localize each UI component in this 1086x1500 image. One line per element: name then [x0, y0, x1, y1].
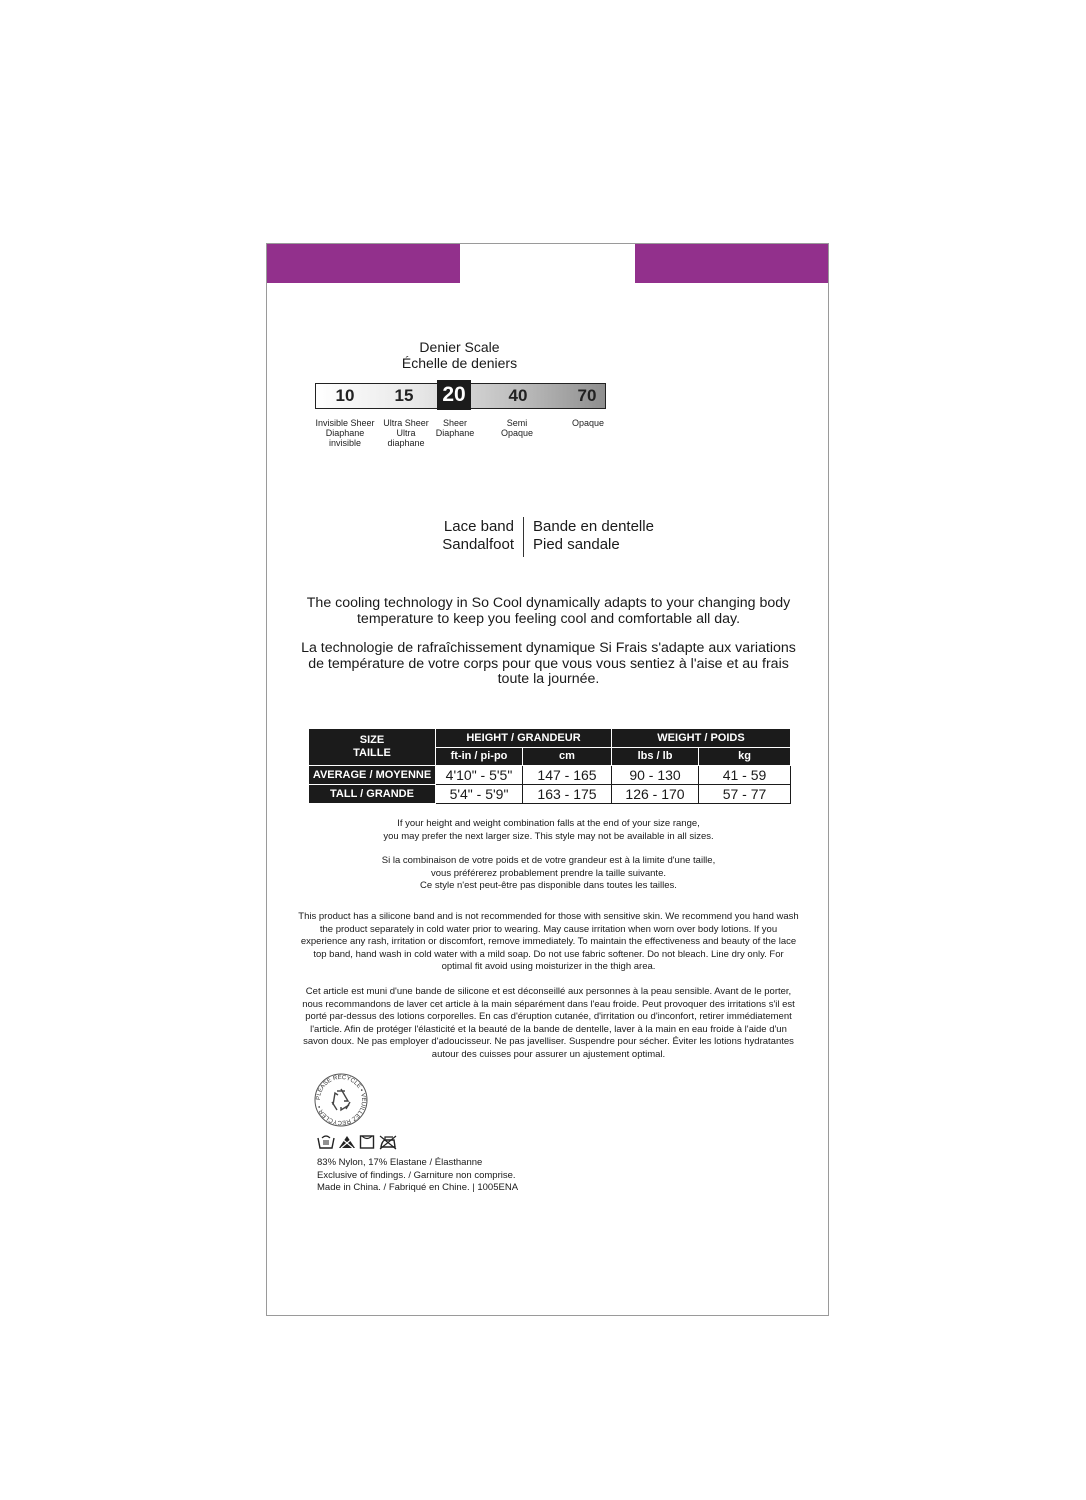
- fiber-line: Made in China. / Fabriqué en Chine. | 1005ENA: [317, 1182, 519, 1193]
- cell-lbs: 126 - 170: [612, 785, 699, 804]
- do-not-iron-icon: [378, 1134, 398, 1150]
- denier-value-20-active: 20: [437, 380, 471, 410]
- denier-label-line: Diaphane: [435, 428, 475, 438]
- hand-wash-icon: [317, 1134, 335, 1150]
- size-average: AVERAGE / MOYENNE: [309, 766, 436, 785]
- subheader-ftin: ft-in / pi-po: [436, 748, 523, 766]
- purple-tab-left: [267, 244, 460, 283]
- description-fr: La technologie de rafraîchissement dynamique Si Frais s'adapte aux variations de température de votre corps pour que vous vous sentiez à l'aise et au frais toute la journée.: [301, 640, 796, 687]
- size-header-en: SIZE: [359, 734, 385, 746]
- line-dry-icon: [359, 1134, 375, 1150]
- subheader-cm: cm: [523, 748, 612, 766]
- denier-label-invisible-sheer: [311, 418, 379, 448]
- denier-label-line: invisible: [328, 438, 361, 448]
- do-not-bleach-icon: [338, 1134, 356, 1150]
- subheader-kg: kg: [699, 748, 791, 766]
- size-chart-table: [308, 728, 791, 804]
- cell-cm: 163 - 175: [523, 785, 612, 804]
- fit-note-line: you may prefer the next larger size. This style may not be available in all sizes.: [383, 830, 714, 842]
- feature-sandalfoot-en: Sandalfoot: [442, 536, 514, 553]
- denier-value-15: 15: [394, 386, 414, 405]
- fit-note-line: vous préférerez probablement prendre la taille suivante.: [431, 867, 666, 879]
- cell-kg: 57 - 77: [699, 785, 791, 804]
- denier-label-line: Opaque: [500, 428, 534, 438]
- denier-scale-bar: [315, 383, 606, 409]
- denier-label-sheer: [430, 418, 480, 438]
- table-row: [309, 766, 791, 785]
- denier-title-fr: Échelle de deniers: [401, 355, 518, 371]
- features-en: [407, 518, 514, 554]
- fiber-line: Exclusive of findings. / Garniture non comprise.: [317, 1169, 516, 1181]
- denier-label-line: Ultra: [396, 428, 416, 438]
- features-divider: [523, 517, 524, 557]
- fiber-content: [317, 1157, 518, 1195]
- denier-value-40: 40: [508, 386, 528, 405]
- svg-text:PLEASE RECYCLE • VEUILLEZ RECY: [316, 1075, 366, 1125]
- cell-ftin: 4'10" - 5'5": [436, 766, 523, 785]
- denier-value-10: 10: [335, 386, 355, 405]
- denier-label-line: Sheer: [442, 418, 468, 428]
- denier-label-line: Diaphane: [325, 428, 365, 438]
- recycle-icon: [313, 1072, 369, 1128]
- purple-tab-right: [635, 244, 828, 283]
- package-back-panel: [266, 243, 829, 1316]
- fit-note-line: If your height and weight combination falls at the end of your size range,: [397, 818, 700, 829]
- denier-label-line: diaphane: [387, 438, 425, 448]
- cell-lbs: 90 - 130: [612, 766, 699, 785]
- table-row: [309, 785, 791, 804]
- denier-value-70: 70: [577, 386, 597, 405]
- features-fr: [533, 518, 703, 554]
- care-symbols: [317, 1133, 398, 1151]
- denier-label-ultra-sheer: [380, 418, 432, 448]
- denier-label-opaque: [563, 418, 613, 428]
- fit-note-fr: [297, 855, 800, 893]
- denier-scale-title: [387, 339, 532, 371]
- fit-note-line: Si la combinaison de votre poids et de votre grandeur est à la limite d'une taille,: [381, 855, 716, 866]
- denier-label-line: Opaque: [571, 418, 605, 428]
- size-header-fr: TAILLE: [353, 747, 391, 759]
- fiber-line: 83% Nylon, 17% Elastane / Élasthanne: [317, 1157, 483, 1168]
- denier-title-en: Denier Scale: [419, 339, 500, 355]
- feature-sandalfoot-fr: Pied sandale: [533, 536, 620, 553]
- care-text-fr: Cet article est muni d'une bande de silicone et est déconseillé aux personnes à la peau sensible. Avant de le porter, nous recommandons de laver cet article à la main séparément dans l'eau froide. Peut provoquer des irritations s'il est porté par-dessus des lotions corporelles. En cas d'éruption cutanée, d'irritation ou d'inconfort, retirer immédiatement l'article. Afin de protéger l'élasticité et la beauté de la bande de dentelle, laver à la main en eau froide à l'aide d'un savon doux. Ne pas employer d'adoucisseur. Ne pas javelliser. Suspendre pour sécher. Éviter les lotions hydratantes autour des cuisses pour assurer un ajustement optimal.: [302, 986, 795, 1060]
- denier-label-line: Semi: [506, 418, 528, 428]
- size-tall: TALL / GRANDE: [309, 785, 436, 804]
- cell-cm: 147 - 165: [523, 766, 612, 785]
- denier-label-line: Ultra Sheer: [383, 418, 429, 428]
- fit-note-line: Ce style n'est peut-être pas disponible dans toutes les tailles.: [420, 880, 677, 891]
- cell-kg: 41 - 59: [699, 766, 791, 785]
- weight-header: WEIGHT / POIDS: [612, 729, 791, 748]
- size-header: [309, 729, 436, 766]
- subheader-lbs: lbs / lb: [612, 748, 699, 766]
- cell-ftin: 5'4" - 5'9": [436, 785, 523, 804]
- care-text-en: This product has a silicone band and is not recommended for those with sensitive skin. We recommend you hand wash the product separately in cold water prior to wearing. May cause irritation when worn over body lotions. If you experience any rash, irritation or discomfort, remove immediately. To maintain the effectiveness and beauty of the lace top band, hand wash in cold water with a mild soap. Do not use fabric softener. Do not bleach. Line dry only. For optimal fit avoid using moisturizer in the thigh area.: [298, 911, 799, 972]
- denier-label-line: Invisible Sheer: [315, 418, 375, 428]
- feature-lace-band-en: Lace band: [443, 518, 514, 535]
- feature-lace-band-fr: Bande en dentelle: [533, 518, 654, 535]
- recycle-ring-text: PLEASE RECYCLE • VEUILLEZ RECYCLER •: [315, 1074, 367, 1126]
- description-en: The cooling technology in So Cool dynamically adapts to your changing body temperature to keep you feeling cool and comfortable all day.: [306, 595, 791, 627]
- denier-label-semi-opaque: [492, 418, 542, 438]
- fit-note-en: [297, 818, 800, 843]
- height-header: HEIGHT / GRANDEUR: [436, 729, 612, 748]
